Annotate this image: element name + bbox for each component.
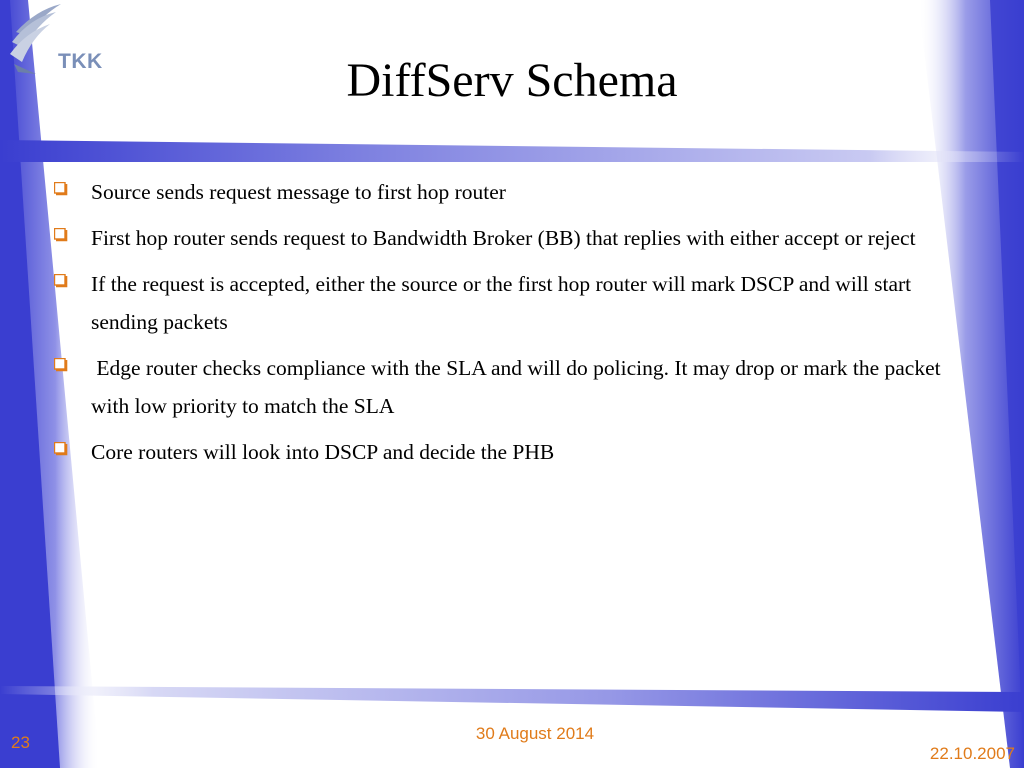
slide-title: DiffServ Schema	[346, 54, 678, 107]
bullet-text: If the request is accepted, either the source or the first hop router will mark DSCP and will start sending packets	[91, 272, 912, 334]
bullet-item	[52, 219, 982, 257]
footer-date: 30 August 2014	[475, 724, 595, 743]
tkk-logo-text: TKK	[58, 50, 103, 73]
bullet-list	[52, 173, 982, 479]
bullet-text: First hop router sends request to Bandwidth Broker (BB) that replies with either accept or reject	[91, 226, 916, 250]
bullet-item	[52, 265, 982, 341]
checkbox-bullet-icon	[54, 228, 68, 242]
checkbox-bullet-icon	[54, 274, 68, 288]
bullet-text: Source sends request message to first hop router	[91, 180, 506, 204]
bullet-text: Edge router checks compliance with the SLA and will do policing. It may drop or mark the packet with low priority to match the SLA	[91, 356, 946, 418]
bullet-item	[52, 433, 982, 471]
checkbox-bullet-icon	[54, 358, 68, 372]
checkbox-bullet-icon	[54, 442, 68, 456]
bullet-item	[52, 349, 982, 425]
checkbox-bullet-icon	[54, 182, 68, 196]
bullet-text: Core routers will look into DSCP and decide the PHB	[91, 440, 555, 464]
page-number: 23	[11, 733, 30, 752]
bullet-item	[52, 173, 982, 211]
footer-right-date: 22.10.2007	[929, 744, 1015, 763]
